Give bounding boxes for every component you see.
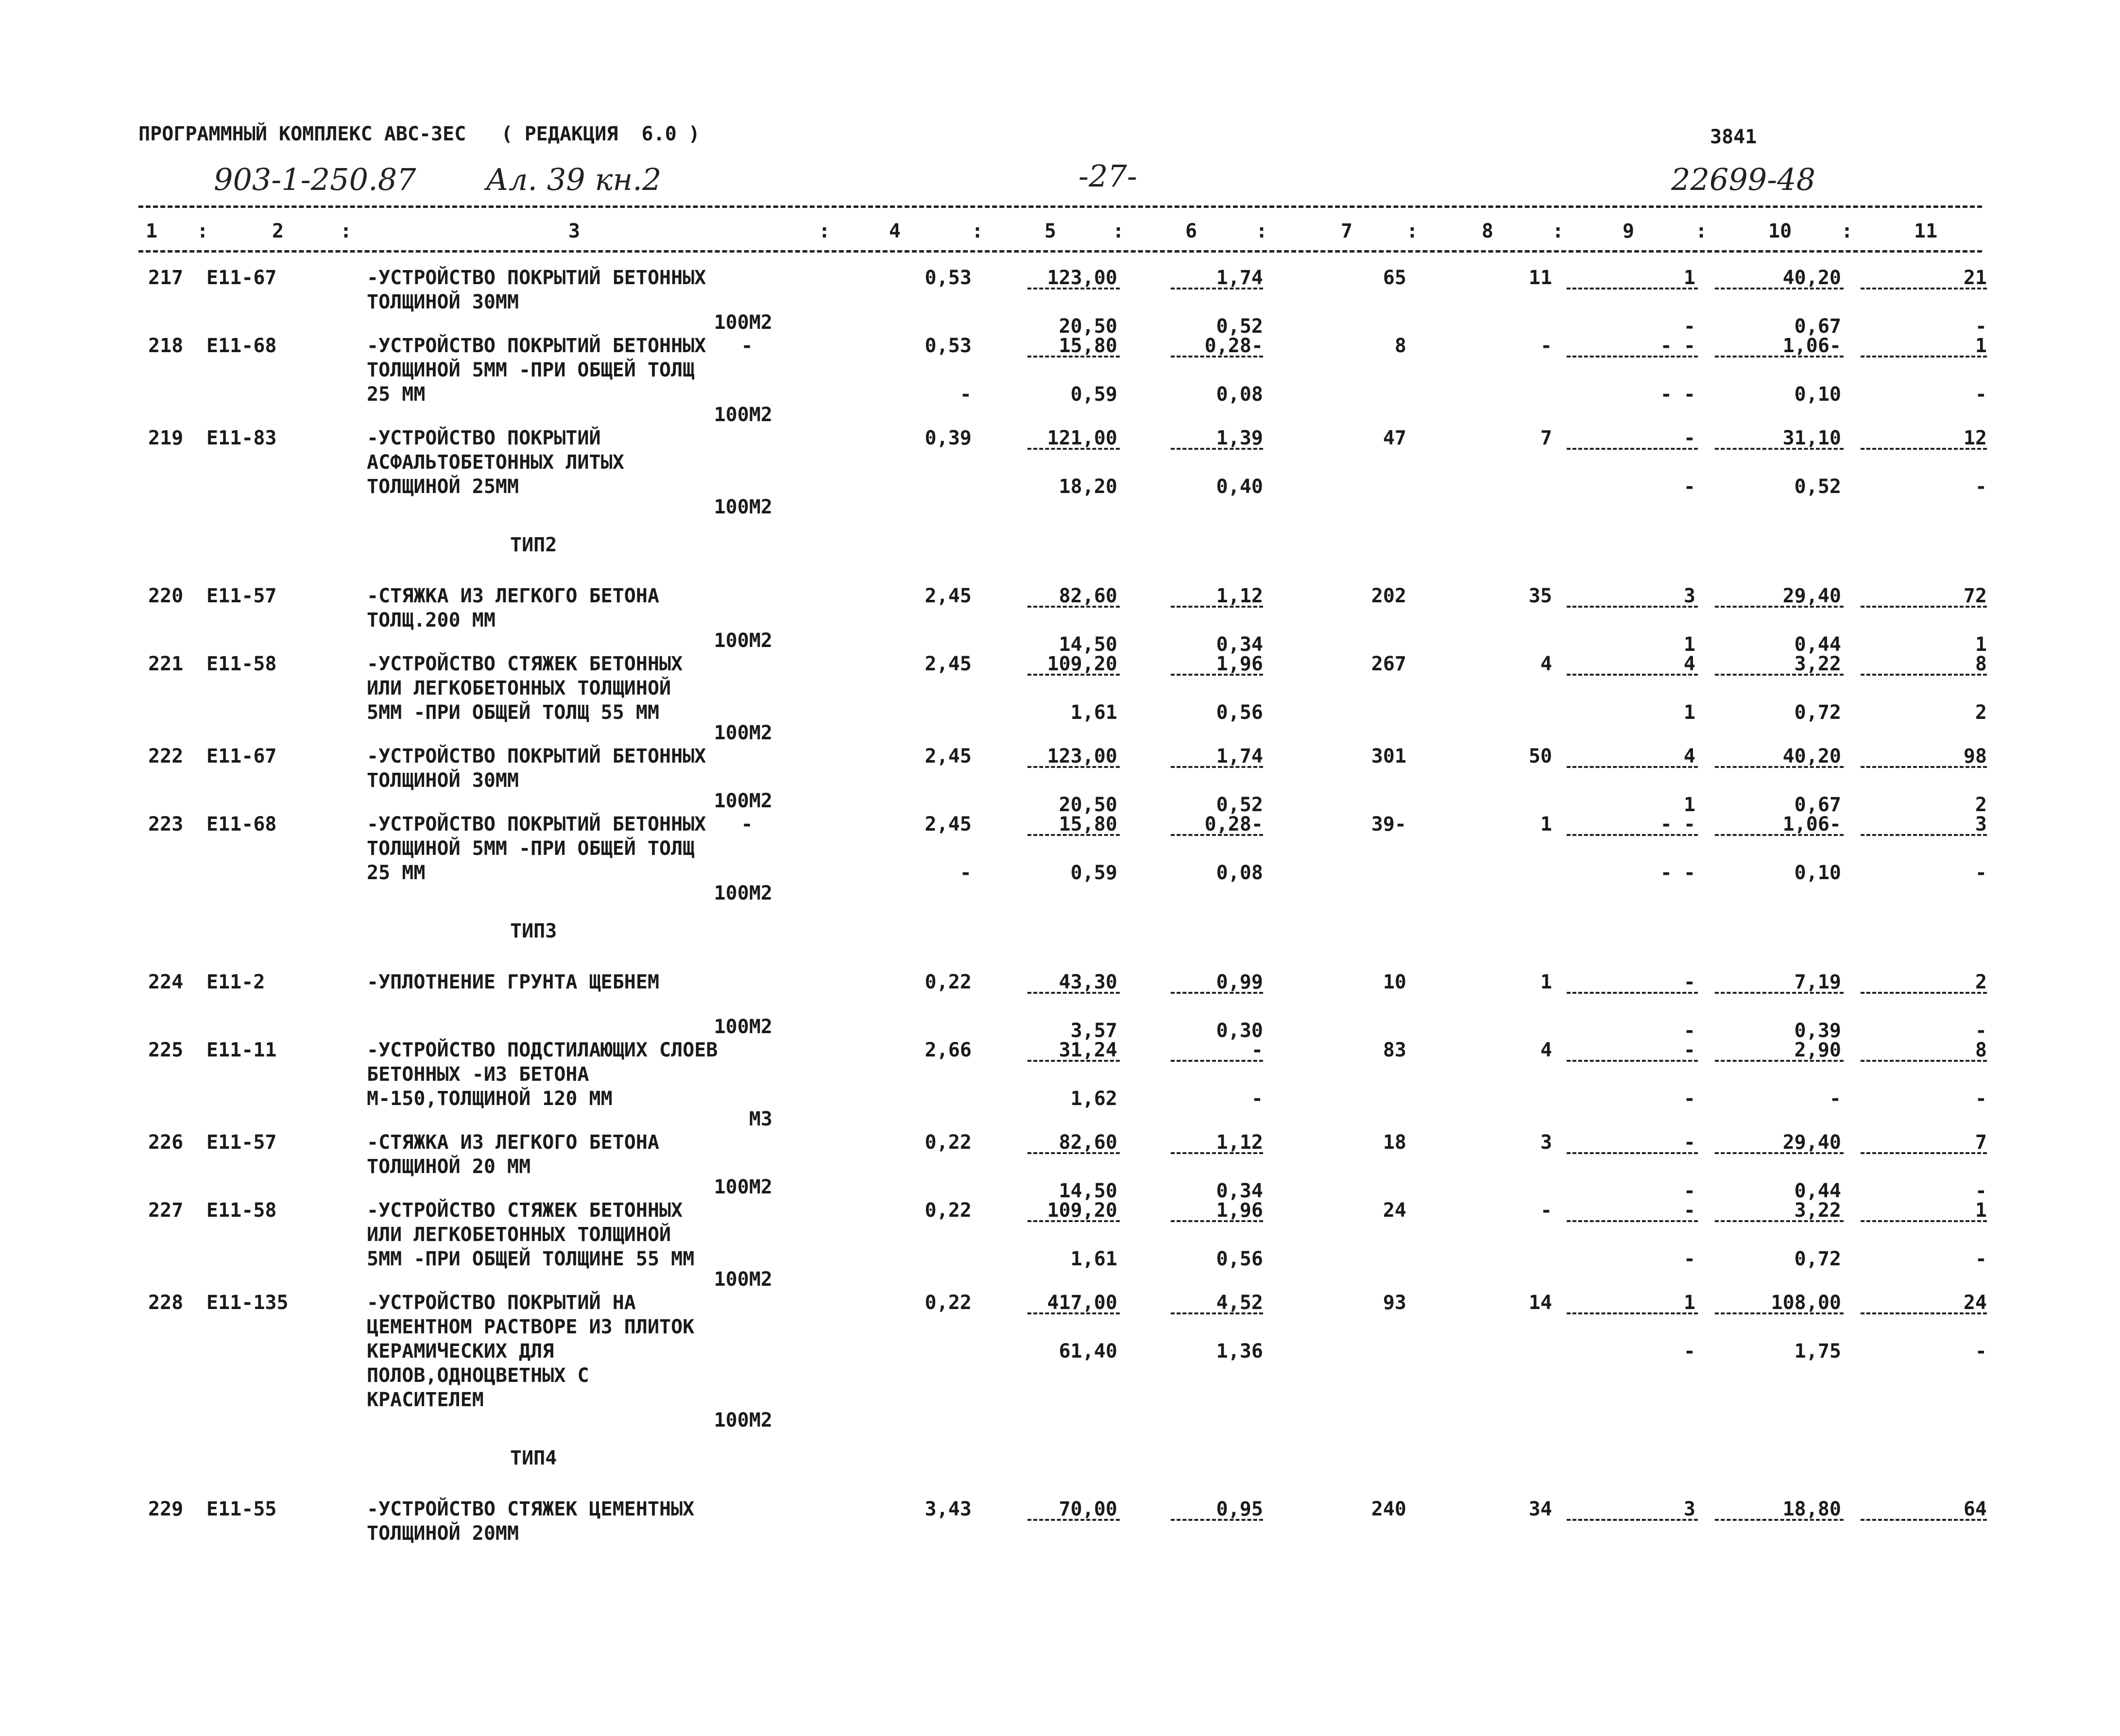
value-c7: 24: [1383, 1199, 1406, 1222]
value-c5: 123,00: [1047, 267, 1117, 289]
column-number: :: [197, 220, 209, 242]
value-c8: 7: [1540, 427, 1552, 449]
value-c6b: 0,08: [1216, 383, 1263, 406]
value-c8: 1: [1540, 813, 1552, 835]
work-description-line: ТОЛЩИНОЙ 20 ММ: [367, 1156, 531, 1178]
unit-of-measure: 100М2: [714, 404, 772, 426]
value-c4: 0,22: [924, 1292, 972, 1314]
value-c7: 301: [1371, 745, 1406, 767]
column-number: 1: [146, 220, 158, 242]
page-number: -27-: [1078, 158, 1137, 194]
value-c11b: -: [1975, 476, 1987, 498]
value-c6: 1,96: [1216, 653, 1263, 675]
value-c6b: 0,52: [1216, 315, 1263, 338]
value-c9: 1: [1683, 267, 1695, 289]
value-c4: 2,45: [924, 813, 972, 835]
value-c6: 0,28-: [1204, 813, 1263, 835]
unit-of-measure: 100М2: [714, 722, 772, 744]
value-c5b: 14,50: [1059, 1180, 1117, 1202]
program-title: ПРОГРАММНЫЙ КОМПЛЕКС АВС-3ЕС ( РЕДАКЦИЯ 6.0 ): [138, 123, 700, 145]
work-description-line: -СТЯЖКА ИЗ ЛЕГКОГО БЕТОНА: [367, 1131, 660, 1154]
value-c4: 0,53: [924, 335, 972, 357]
value-c8: 4: [1540, 1039, 1552, 1061]
value-c6b: -: [1251, 1088, 1263, 1110]
work-description-line: -УСТРОЙСТВО ПОКРЫТИЙ БЕТОННЫХ: [367, 267, 706, 289]
value-c10: 7,19: [1794, 971, 1841, 993]
work-description-line: -УСТРОЙСТВО СТЯЖЕК БЕТОННЫХ: [367, 653, 683, 675]
value-c5b: 1,61: [1070, 701, 1117, 724]
norm-code: Е11-55: [206, 1498, 277, 1520]
value-c4: 3,43: [924, 1498, 972, 1520]
value-c9b: 1: [1683, 794, 1695, 816]
norm-code: Е11-68: [206, 813, 277, 835]
value-c6b: 0,34: [1216, 1180, 1263, 1202]
value-c7: 8: [1394, 335, 1406, 357]
value-c11: 7: [1975, 1131, 1987, 1154]
value-c6b: 0,40: [1216, 476, 1263, 498]
value-c10: 108,00: [1771, 1292, 1841, 1314]
unit-of-measure: 100М2: [714, 311, 772, 334]
value-c10: 1,06-: [1782, 813, 1841, 835]
row-number: 217: [148, 267, 184, 289]
value-c4: 2,45: [924, 585, 972, 607]
value-c11b: -: [1975, 862, 1987, 884]
value-c10b: 0,67: [1794, 794, 1841, 816]
value-c11: 1: [1975, 1199, 1987, 1222]
unit-of-measure: М3: [749, 1108, 772, 1130]
work-description-line: -УСТРОЙСТВО ПОКРЫТИЙ БЕТОННЫХ: [367, 745, 706, 767]
value-c4b: -: [959, 862, 972, 884]
norm-code: Е11-135: [206, 1292, 289, 1314]
value-c5: 82,60: [1059, 585, 1117, 607]
column-number: 3: [568, 220, 581, 242]
value-c8: 3: [1540, 1131, 1552, 1154]
value-c4: 2,45: [924, 653, 972, 675]
work-description-line: ТОЛЩИНОЙ 25ММ: [367, 476, 519, 498]
column-number: 5: [1044, 220, 1057, 242]
value-c6b: 0,56: [1216, 1248, 1263, 1270]
value-c7: 240: [1371, 1498, 1406, 1520]
value-c10b: 1,75: [1794, 1340, 1841, 1362]
value-c10b: 0,72: [1794, 1248, 1841, 1270]
column-number: 4: [889, 220, 901, 242]
value-c9: 4: [1683, 653, 1695, 675]
value-c8: 34: [1528, 1498, 1552, 1520]
work-description-line: -УСТРОЙСТВО СТЯЖЕК ЦЕМЕНТНЫХ: [367, 1498, 695, 1520]
value-c10: 1,06-: [1782, 335, 1841, 357]
value-c11b: -: [1975, 1248, 1987, 1270]
value-c9b: -: [1683, 1088, 1695, 1110]
value-c6: 1,96: [1216, 1199, 1263, 1222]
value-c10: 3,22: [1794, 653, 1841, 675]
value-c11b: -: [1975, 315, 1987, 338]
value-c7: 47: [1383, 427, 1406, 449]
value-c9b: 1: [1683, 701, 1695, 724]
value-c8: 1: [1540, 971, 1552, 993]
row-number: 223: [148, 813, 184, 835]
value-c6b: 0,34: [1216, 633, 1263, 656]
row-number: 228: [148, 1292, 184, 1314]
value-c10: 3,22: [1794, 1199, 1841, 1222]
work-description-line: -СТЯЖКА ИЗ ЛЕГКОГО БЕТОНА: [367, 585, 660, 607]
row-number: 224: [148, 971, 184, 993]
value-c11b: -: [1975, 1088, 1987, 1110]
row-number: 226: [148, 1131, 184, 1154]
value-c6b: 0,08: [1216, 862, 1263, 884]
value-c11: 8: [1975, 1039, 1987, 1061]
work-description-line: -УПЛОТНЕНИЕ ГРУНТА ЩЕБНЕМ: [367, 971, 660, 993]
value-c9b: -: [1683, 1340, 1695, 1362]
value-c11: 21: [1963, 267, 1987, 289]
value-c6: 1,39: [1216, 427, 1263, 449]
value-c5b: 18,20: [1059, 476, 1117, 498]
value-c5: 70,00: [1059, 1498, 1117, 1520]
row-number: 222: [148, 745, 184, 767]
value-c9b: -: [1683, 1020, 1695, 1042]
value-c9b: - -: [1660, 862, 1695, 884]
value-c11b: 2: [1975, 701, 1987, 724]
work-description-line: КРАСИТЕЛЕМ: [367, 1389, 484, 1411]
unit-of-measure: 100М2: [714, 630, 772, 652]
value-c9: -: [1683, 1039, 1695, 1061]
work-description-line: М-150,ТОЛЩИНОЙ 120 ММ: [367, 1088, 613, 1110]
work-description-line: ТОЛЩ.200 ММ: [367, 609, 496, 631]
value-c5b: 0,59: [1070, 383, 1117, 406]
column-number: 9: [1623, 220, 1635, 242]
value-c6: 1,74: [1216, 267, 1263, 289]
value-c11b: -: [1975, 1020, 1987, 1042]
value-c10b: 0,10: [1794, 862, 1841, 884]
value-c5b: 14,50: [1059, 633, 1117, 656]
norm-code: Е11-58: [206, 1199, 277, 1222]
row-number: 218: [148, 335, 184, 357]
work-description-line: ТОЛЩИНОЙ 30ММ: [367, 291, 519, 313]
value-c10b: 0,44: [1794, 1180, 1841, 1202]
value-c11: 72: [1963, 585, 1987, 607]
value-c4: 0,39: [924, 427, 972, 449]
value-c7: 10: [1383, 971, 1406, 993]
value-c11: 12: [1963, 427, 1987, 449]
work-description-line: ТОЛЩИНОЙ 30ММ: [367, 769, 519, 792]
work-description-line: -УСТРОЙСТВО ПОКРЫТИЙ НА: [367, 1292, 636, 1314]
column-number: :: [1406, 220, 1419, 242]
value-c8: 4: [1540, 653, 1552, 675]
value-c10b: 0,39: [1794, 1020, 1841, 1042]
value-c10: 29,40: [1782, 585, 1841, 607]
doc-number: 903-1-250.87: [214, 162, 416, 197]
norm-code: Е11-11: [206, 1039, 277, 1061]
value-c9: -: [1683, 427, 1695, 449]
row-number: 229: [148, 1498, 184, 1520]
row-number: 219: [148, 427, 184, 449]
value-c6: 1,12: [1216, 585, 1263, 607]
value-c9: -: [1683, 971, 1695, 993]
order-number: 22699-48: [1671, 162, 1816, 197]
value-c7: 83: [1383, 1039, 1406, 1061]
type-heading: ТИП3: [510, 920, 557, 942]
work-description-line: 5ММ -ПРИ ОБЩЕЙ ТОЛЩ 55 ММ: [367, 701, 660, 724]
value-c5b: 1,62: [1070, 1088, 1117, 1110]
norm-code: Е11-67: [206, 267, 277, 289]
column-number: 8: [1482, 220, 1494, 242]
norm-code: Е11-2: [206, 971, 265, 993]
sheet-code: 3841: [1710, 126, 1757, 148]
row-number: 220: [148, 585, 184, 607]
value-c10: 29,40: [1782, 1131, 1841, 1154]
value-c9: -: [1683, 1131, 1695, 1154]
norm-code: Е11-83: [206, 427, 277, 449]
value-c6b: 0,56: [1216, 701, 1263, 724]
column-number: :: [1841, 220, 1853, 242]
value-c4: 0,22: [924, 971, 972, 993]
work-description-line: -УСТРОЙСТВО СТЯЖЕК БЕТОННЫХ: [367, 1199, 683, 1222]
work-description-line: ИЛИ ЛЕГКОБЕТОННЫХ ТОЛЩИНОЙ: [367, 677, 671, 699]
value-c6b: 1,36: [1216, 1340, 1263, 1362]
value-c10b: 0,44: [1794, 633, 1841, 656]
value-c5b: 1,61: [1070, 1248, 1117, 1270]
value-c9b: -: [1683, 1180, 1695, 1202]
work-description-line: 5ММ -ПРИ ОБЩЕЙ ТОЛЩИНЕ 55 ММ: [367, 1248, 695, 1270]
column-number: 11: [1914, 220, 1938, 242]
value-c9: - -: [1660, 335, 1695, 357]
norm-code: Е11-67: [206, 745, 277, 767]
row-number: 221: [148, 653, 184, 675]
value-c9b: -: [1683, 476, 1695, 498]
value-c6b: 0,30: [1216, 1020, 1263, 1042]
value-c10: 31,10: [1782, 427, 1841, 449]
work-description-line: ТОЛЩИНОЙ 5ММ -ПРИ ОБЩЕЙ ТОЛЩ: [367, 359, 695, 381]
norm-code: Е11-57: [206, 585, 277, 607]
column-number: 10: [1768, 220, 1792, 242]
value-c10b: 0,72: [1794, 701, 1841, 724]
value-c10b: 0,52: [1794, 476, 1841, 498]
value-c9b: -: [1683, 315, 1695, 338]
value-c5: 109,20: [1047, 653, 1117, 675]
value-c9: 4: [1683, 745, 1695, 767]
value-c11: 64: [1963, 1498, 1987, 1520]
work-description-line: КЕРАМИЧЕСКИХ ДЛЯ: [367, 1340, 554, 1362]
work-description-line: -УСТРОЙСТВО ПОДСТИЛАЮЩИХ СЛОЕВ: [367, 1039, 718, 1061]
value-c6: -: [1251, 1039, 1263, 1061]
value-c5b: 0,59: [1070, 862, 1117, 884]
value-c5: 82,60: [1059, 1131, 1117, 1154]
unit-of-measure: 100М2: [714, 1268, 772, 1291]
work-description-line: АСФАЛЬТОБЕТОННЫХ ЛИТЫХ: [367, 451, 624, 474]
value-c6: 1,74: [1216, 745, 1263, 767]
value-c11: 24: [1963, 1292, 1987, 1314]
value-c5: 417,00: [1047, 1292, 1117, 1314]
value-c8: -: [1540, 1199, 1552, 1222]
column-number: :: [972, 220, 984, 242]
value-c7: 18: [1383, 1131, 1406, 1154]
value-c5b: 3,57: [1070, 1020, 1117, 1042]
type-heading: ТИП2: [510, 534, 557, 556]
column-number: :: [1552, 220, 1564, 242]
value-c11: 3: [1975, 813, 1987, 835]
value-c5b: 20,50: [1059, 315, 1117, 338]
column-number: 7: [1341, 220, 1353, 242]
value-c10: 18,80: [1782, 1498, 1841, 1520]
value-c10: 40,20: [1782, 745, 1841, 767]
value-c4: 0,22: [924, 1199, 972, 1222]
work-description-line: -УСТРОЙСТВО ПОКРЫТИЙ БЕТОННЫХ -: [367, 335, 753, 357]
column-number: :: [340, 220, 352, 242]
value-c11: 98: [1963, 745, 1987, 767]
value-c9: 3: [1683, 585, 1695, 607]
column-number: 2: [272, 220, 284, 242]
value-c11: 8: [1975, 653, 1987, 675]
value-c4b: -: [959, 383, 972, 406]
value-c6: 0,99: [1216, 971, 1263, 993]
value-c6b: 0,52: [1216, 794, 1263, 816]
value-c4: 0,53: [924, 267, 972, 289]
value-c7: 39-: [1371, 813, 1406, 835]
value-c10b: 0,10: [1794, 383, 1841, 406]
norm-code: Е11-68: [206, 335, 277, 357]
value-c9: 1: [1683, 1292, 1695, 1314]
value-c9b: - -: [1660, 383, 1695, 406]
value-c5b: 20,50: [1059, 794, 1117, 816]
unit-of-measure: 100М2: [714, 1016, 772, 1038]
work-description-line: 25 ММ: [367, 862, 426, 884]
value-c5: 15,80: [1059, 813, 1117, 835]
unit-of-measure: 100М2: [714, 882, 772, 904]
value-c9b: 1: [1683, 633, 1695, 656]
value-c10b: 0,67: [1794, 315, 1841, 338]
unit-of-measure: 100М2: [714, 1409, 772, 1431]
value-c6: 0,28-: [1204, 335, 1263, 357]
value-c7: 93: [1383, 1292, 1406, 1314]
value-c11b: -: [1975, 1340, 1987, 1362]
value-c11b: -: [1975, 1180, 1987, 1202]
value-c11b: 2: [1975, 794, 1987, 816]
value-c6: 4,52: [1216, 1292, 1263, 1314]
work-description-line: ТОЛЩИНОЙ 5ММ -ПРИ ОБЩЕЙ ТОЛЩ: [367, 837, 695, 860]
norm-code: Е11-57: [206, 1131, 277, 1154]
value-c8: 35: [1528, 585, 1552, 607]
value-c9b: -: [1683, 1248, 1695, 1270]
work-description-line: -УСТРОЙСТВО ПОКРЫТИЙ БЕТОННЫХ -: [367, 813, 753, 835]
work-description-line: ТОЛЩИНОЙ 20ММ: [367, 1522, 519, 1545]
value-c11: 2: [1975, 971, 1987, 993]
column-number: 6: [1185, 220, 1197, 242]
value-c8: 14: [1528, 1292, 1552, 1314]
type-heading: ТИП4: [510, 1447, 557, 1469]
value-c4: 0,22: [924, 1131, 972, 1154]
value-c9: - -: [1660, 813, 1695, 835]
work-description-line: ПОЛОВ,ОДНОЦВЕТНЫХ С: [367, 1364, 589, 1387]
row-number: 225: [148, 1039, 184, 1061]
column-number: :: [1112, 220, 1125, 242]
value-c7: 65: [1383, 267, 1406, 289]
column-number: :: [819, 220, 831, 242]
norm-code: Е11-58: [206, 653, 277, 675]
unit-of-measure: 100М2: [714, 790, 772, 812]
work-description-line: ЦЕМЕНТНОМ РАСТВОРЕ ИЗ ПЛИТОК: [367, 1316, 695, 1338]
value-c8: -: [1540, 335, 1552, 357]
value-c9: 3: [1683, 1498, 1695, 1520]
value-c5: 121,00: [1047, 427, 1117, 449]
value-c8: 11: [1528, 267, 1552, 289]
album-reference: Ал. 39 кн.2: [486, 162, 662, 197]
value-c10: 40,20: [1782, 267, 1841, 289]
value-c7: 267: [1371, 653, 1406, 675]
value-c5: 15,80: [1059, 335, 1117, 357]
column-number: :: [1695, 220, 1708, 242]
value-c4: 2,45: [924, 745, 972, 767]
value-c10: 2,90: [1794, 1039, 1841, 1061]
value-c11b: 1: [1975, 633, 1987, 656]
column-number: :: [1256, 220, 1268, 242]
value-c9: -: [1683, 1199, 1695, 1222]
value-c5: 109,20: [1047, 1199, 1117, 1222]
value-c8: 50: [1528, 745, 1552, 767]
value-c11b: -: [1975, 383, 1987, 406]
value-c4: 2,66: [924, 1039, 972, 1061]
work-description-line: БЕТОННЫХ -ИЗ БЕТОНА: [367, 1063, 589, 1086]
row-number: 227: [148, 1199, 184, 1222]
work-description-line: ИЛИ ЛЕГКОБЕТОННЫХ ТОЛЩИНОЙ: [367, 1224, 671, 1246]
value-c6: 0,95: [1216, 1498, 1263, 1520]
value-c7: 202: [1371, 585, 1406, 607]
value-c6: 1,12: [1216, 1131, 1263, 1154]
value-c11: 1: [1975, 335, 1987, 357]
value-c5b: 61,40: [1059, 1340, 1117, 1362]
unit-of-measure: 100М2: [714, 496, 772, 518]
unit-of-measure: 100М2: [714, 1176, 772, 1198]
value-c5: 123,00: [1047, 745, 1117, 767]
value-c10b: -: [1829, 1088, 1841, 1110]
value-c5: 31,24: [1059, 1039, 1117, 1061]
work-description-line: -УСТРОЙСТВО ПОКРЫТИЙ: [367, 427, 601, 449]
value-c5: 43,30: [1059, 971, 1117, 993]
work-description-line: 25 ММ: [367, 383, 426, 406]
